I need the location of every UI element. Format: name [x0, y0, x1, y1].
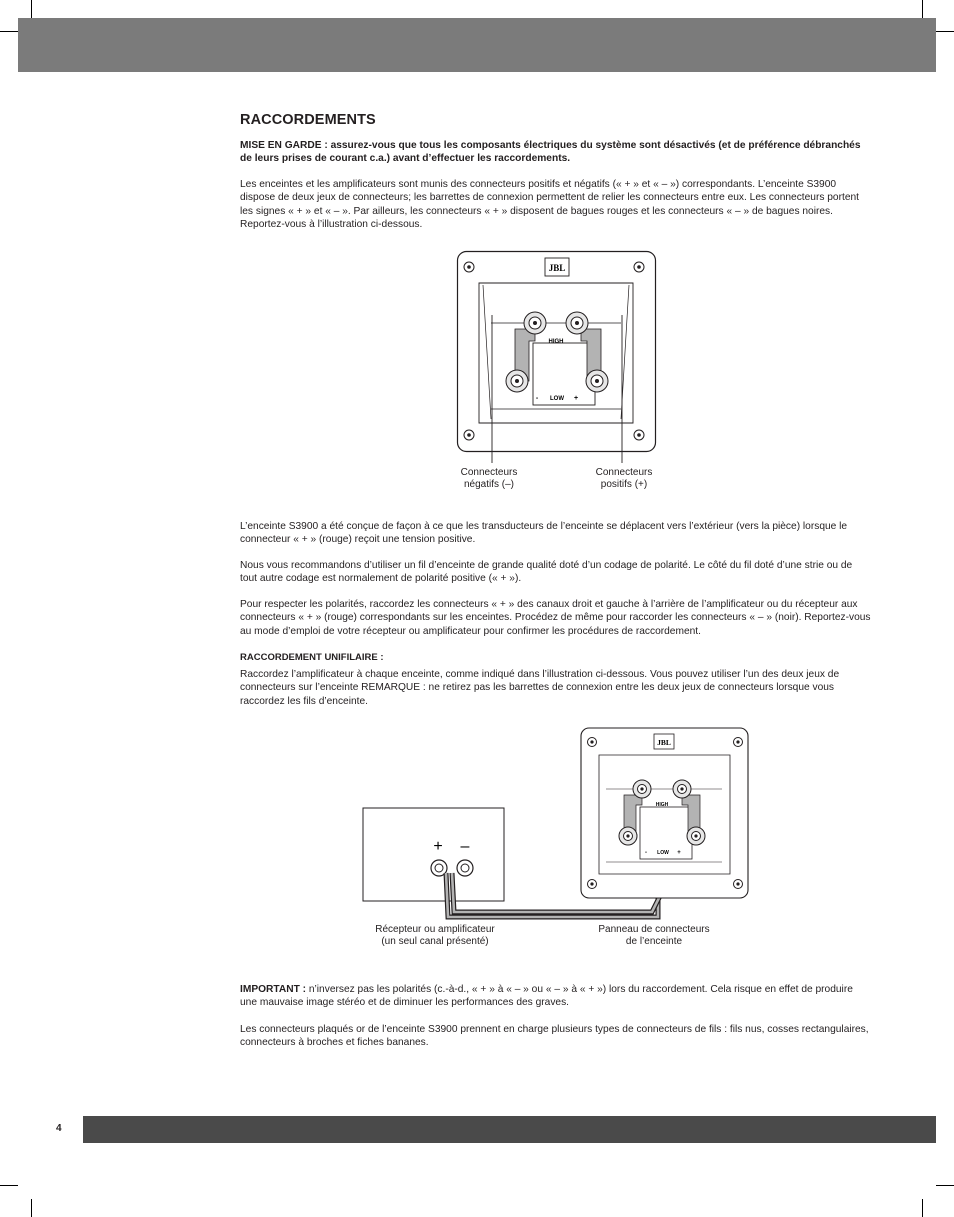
section-title: RACCORDEMENT UNIFILAIRE : [240, 652, 384, 663]
low-label: LOW [657, 850, 669, 856]
crop-mark [922, 1199, 923, 1217]
footer-bar [83, 1116, 936, 1143]
amp-terminal [457, 860, 473, 876]
plus-label: + [677, 850, 681, 856]
polarity-paragraph: Pour respecter les polarités, raccordez les connecteurs « + » des canaux droit et gauche à l’arrière de l’amplificateur ou du récepteur aux connecteurs « + » (rouge) correspondants sur les enceintes. Procédez de même pour raccorder les connecteurs « – » (noir). Reportez-vous au mode d’emploi de votre récepteur ou amplificateur pour confirmer les procédures de raccordement. [240, 599, 871, 637]
warning-text: MISE EN GARDE : assurez-vous que tous les composants électriques du système sont désactivés (et de préférence débranchés de leurs prises de courant c.a.) avant d’effectuer les raccordements. [240, 140, 861, 165]
single-wire-diagram [362, 727, 752, 907]
amp-plus-label: + [433, 838, 443, 855]
crop-mark [31, 0, 32, 18]
terminal-post [673, 780, 691, 798]
caption-negative: Connecteurs négatifs (–) [460, 467, 518, 490]
crop-mark [936, 31, 954, 32]
terminal-post [619, 827, 637, 845]
minus-label: - [535, 395, 539, 402]
crop-mark [922, 0, 923, 18]
terminal-post [633, 780, 651, 798]
wire-paragraph: Nous vous recommandons d’utiliser un fil d’enceinte de grande qualité doté d’un codage de polarité. Le côté du fil doté d’une strie ou de tout autre codage est normalement de polarité positive (« + »). [240, 560, 853, 585]
terminal-post [566, 312, 588, 334]
high-label: HIGH [655, 802, 669, 808]
caption-positive: Connecteurs positifs (+) [595, 467, 653, 490]
intro-paragraph: Les enceintes et les amplificateurs sont munis des connecteurs positifs et négatifs (« + » et « – ») correspondants. L’enceinte S3900 dispose de deux jeux de connecteurs; les barrettes de connexion permettent de relier les connecteurs entre eux. Les connecteurs portent les signes « + » et « – ». Par ailleurs, les connecteurs « + » disposent de bagues rouges et les connecteurs « – » de bagues noires. Reportez-vous à l’illustration ci-dessous. [240, 179, 859, 231]
crop-mark [0, 31, 18, 32]
jbl-logo: JBL [548, 263, 566, 273]
crop-mark [936, 1185, 954, 1186]
important-paragraph [240, 983, 872, 1010]
high-label: HIGH [548, 339, 564, 345]
important-label: IMPORTANT : [240, 984, 307, 995]
low-label: LOW [550, 396, 564, 402]
minus-label: - [645, 850, 647, 856]
terminal-panel-diagram [457, 251, 657, 456]
jbl-logo: JBL [657, 738, 671, 747]
crop-mark [0, 1185, 18, 1186]
crop-mark [31, 1199, 32, 1217]
terminal-post [506, 370, 528, 392]
section-body: Raccordez l’amplificateur à chaque enceinte, comme indiqué dans l’illustration ci-dessous. Vous pouvez utiliser l’un des deux jeux de connecteurs sur l’enceinte REMARQUE : ne retirez pas les barrettes de connexion entre les deux jeux de connecteurs lorsque vous raccordez les fils d’enceinte. [240, 669, 840, 707]
design-paragraph: L’enceinte S3900 a été conçue de façon à ce que les transducteurs de l’enceinte se déplacent vers l’extérieur (vers la pièce) lorsque le connecteur « + » (rouge) reçoit une tension positive. [240, 521, 848, 546]
page-title: RACCORDEMENTS [240, 112, 376, 128]
header-bar [18, 18, 936, 72]
amp-minus-label: – [460, 838, 470, 855]
caption-receiver: Récepteur ou amplificateur (un seul canal présenté) [375, 924, 495, 947]
terminal-post [687, 827, 705, 845]
terminal-post [586, 370, 608, 392]
plus-label: + [573, 395, 579, 402]
page-number: 4 [56, 1123, 62, 1134]
important-text: n’inversez pas les polarités (c.-à-d., « + » à « – » ou « – » à « + ») lors du raccordement. Cela risque en effet de produire une mauvaise image stéréo et de diminuer les performances des graves. [240, 984, 853, 1009]
connectors-paragraph: Les connecteurs plaqués or de l’enceinte S3900 prennent en charge plusieurs types de connecteurs de fils : fils nus, cosses rectangulaires, connecteurs à broches et fiches bananes. [240, 1024, 869, 1049]
caption-panel: Panneau de connecteurs de l’enceinte [598, 924, 710, 947]
terminal-post [524, 312, 546, 334]
